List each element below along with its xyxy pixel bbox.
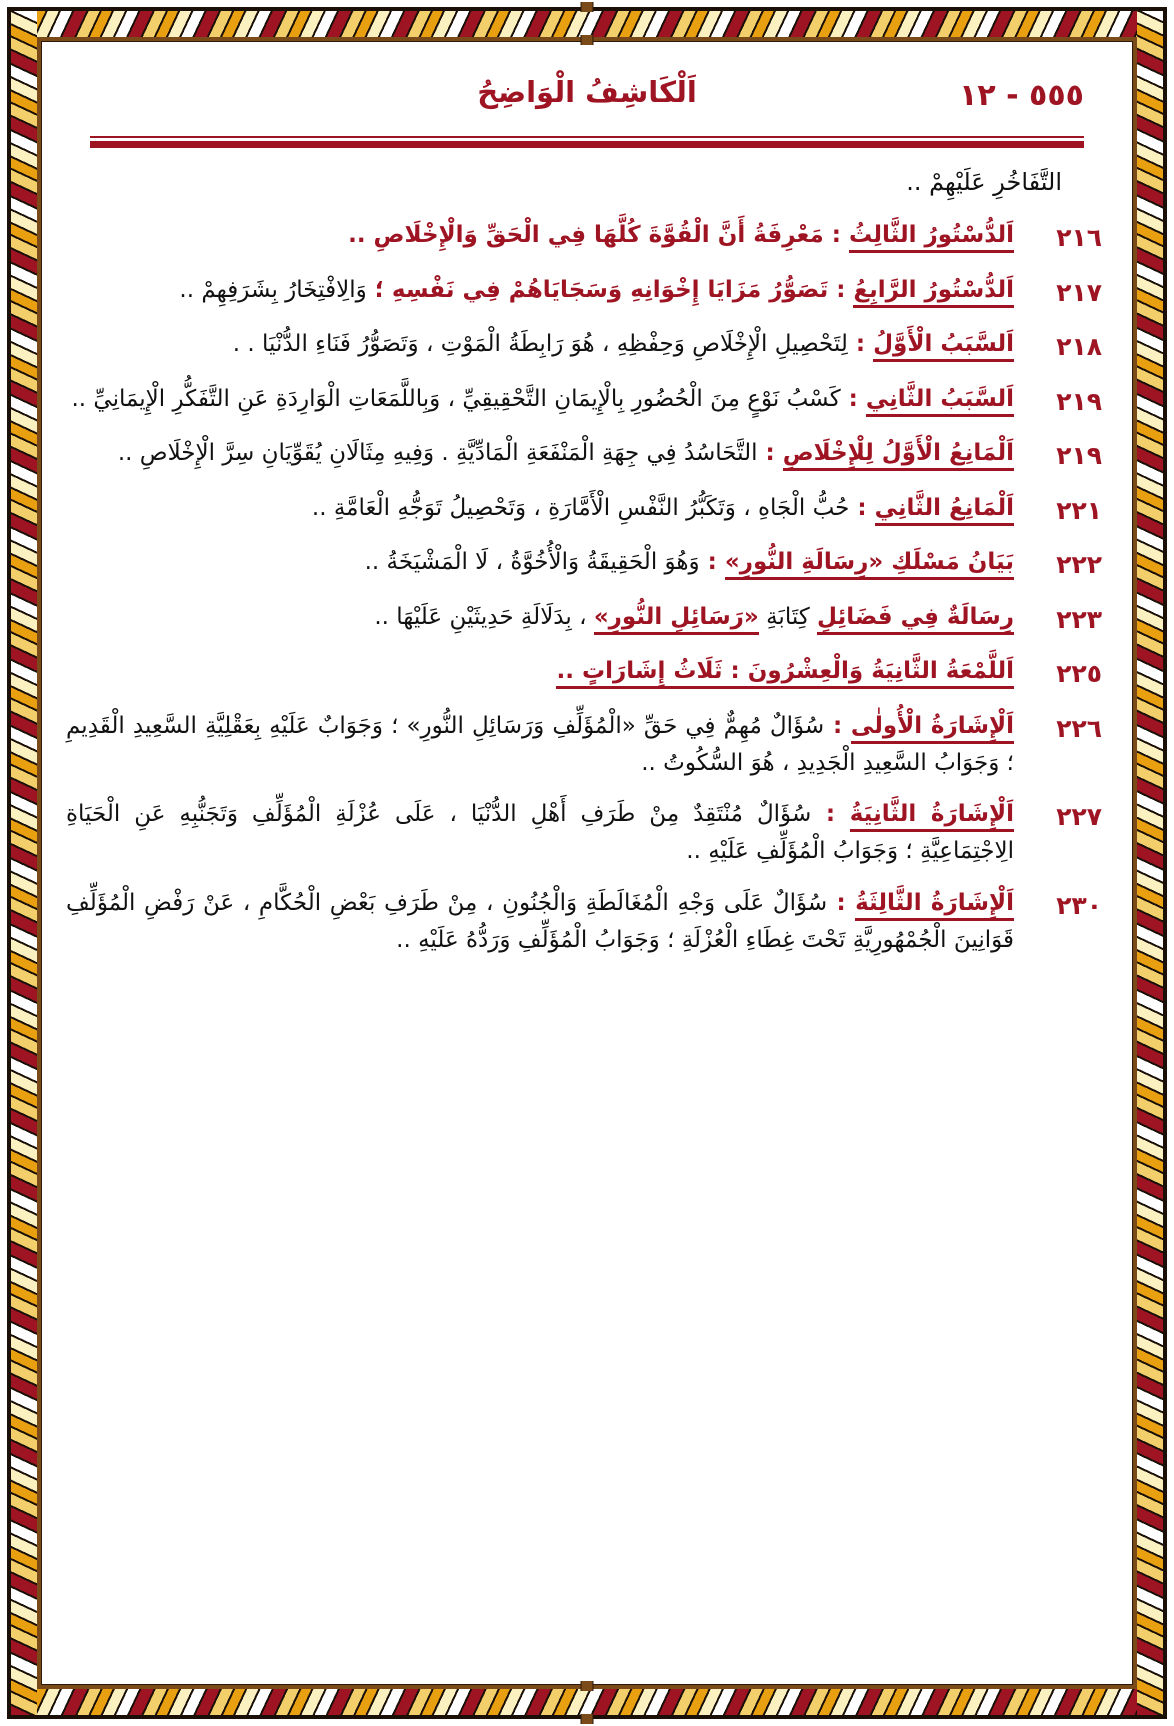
page-content: [48, 48, 1126, 1678]
entry-heading: اَلسَّبَبُ الثَّانِي: [866, 386, 1014, 417]
entry-colon: :: [847, 331, 874, 358]
entry-colon: :: [840, 385, 866, 412]
entry-heading: اَلْمَانِعُ الْأَوَّلُ لِلْإِخْلَاصِ: [783, 440, 1014, 471]
border-tab-top-outer: [581, 2, 594, 12]
border-tab-top-inner: [581, 35, 594, 45]
entry-page-number: ٢٢٣: [1056, 604, 1102, 634]
entry-red-mid: «رَسَائِلِ النُّورِ»: [594, 604, 759, 635]
entry-colon: :: [699, 549, 725, 576]
toc-entry[interactable]: [66, 326, 1102, 367]
border-tab-bottom-outer: [581, 1714, 594, 1724]
entry-red-tail: مَعْرِفَةُ أَنَّ الْقُوَّةَ كُلَّهَا فِي الْحَقِّ وَالْإِخْلَاصِ ..: [348, 222, 824, 249]
entry-red-tail: تَصَوُّرُ مَزَايَا إِخْوَانِهِ وَسَجَايَاهُمْ فِي نَفْسِهِ ؛: [366, 276, 829, 303]
entry-page-number: ٢٢٦: [1056, 713, 1102, 743]
border-braid-top: [9, 9, 1165, 37]
page-number-range: ١٢ - ٥٥٥: [959, 78, 1084, 113]
entry-black-tail: وَالِافْتِخَارُ بِشَرَفِهِمْ ..: [179, 276, 367, 303]
entry-heading: بَيَانُ مَسْلَكِ «رِسَالَةِ النُّورِ»: [725, 549, 1014, 580]
entry-text: [66, 653, 1028, 690]
toc-entry[interactable]: [66, 272, 1102, 313]
entry-text: [66, 272, 1028, 309]
entry-page-number: ٢١٨: [1056, 332, 1102, 362]
entry-page-number: ٢١٩: [1056, 441, 1102, 471]
entry-text: [66, 490, 1028, 527]
entry-text: [66, 435, 1028, 472]
entry-page-number: ٢٢٧: [1056, 802, 1102, 832]
toc-entry[interactable]: [66, 381, 1102, 422]
entry-heading: اَلْإِشَارَةُ الثَّالِثَةُ: [855, 890, 1014, 921]
toc-entry[interactable]: [66, 435, 1102, 476]
entry-colon: :: [828, 276, 854, 303]
toc-entry[interactable]: [66, 490, 1102, 531]
entry-colon: :: [827, 889, 856, 916]
entry-heading: رِسَالَةٌ فِي فَضَائِلِ: [817, 604, 1014, 635]
border-braid-bottom: [9, 1689, 1165, 1717]
toc-entry[interactable]: [66, 544, 1102, 585]
entry-page-number: ٢١٦: [1056, 223, 1102, 253]
entry-black-tail: سُؤَالٌ عَلَى وَجْهِ الْمُغَالَطَةِ وَالْجُنُونِ ، مِنْ طَرَفِ بَعْضِ الْحُكَّامِ ، عَنْ رَفْضِ الْمُؤَلِّفِ قَوَانِينَ الْجُمْهُورِيَّةِ تَحْتَ غِطَاءِ الْعُزْلَةِ ؛ وَجَوَابُ الْمُؤَلِّفِ وَرَدُّهُ عَلَيْهِ ..: [66, 889, 1014, 953]
entry-black-tail: لِتَحْصِيلِ الْإِخْلَاصِ وَحِفْظِهِ ، هُوَ رَابِطَةُ الْمَوْتِ ، وَتَصَوُّرُ فَنَاءِ الدُّنْيَا . .: [232, 331, 848, 358]
toc-entry[interactable]: [66, 217, 1102, 258]
entry-text: [66, 708, 1028, 783]
entry-colon: :: [757, 440, 783, 467]
entry-colon: :: [824, 712, 851, 739]
entry-black-end: ، بِدَلَالَةِ حَدِيثَيْنِ عَلَيْهَا ..: [374, 603, 594, 630]
entry-black-tail: كَسْبُ نَوْعٍ مِنَ الْحُضُورِ بِالْإِيمَانِ التَّحْقِيقِيِّ ، وَبِاللَّمَعَاتِ الْوَارِدَةِ عَنِ التَّفَكُّرِ الْإِيمَانِيِّ ..: [71, 385, 841, 412]
toc-entry[interactable]: [66, 708, 1102, 783]
entry-colon: :: [849, 494, 875, 521]
entry-text: [66, 217, 1028, 254]
entry-text: [66, 885, 1028, 960]
entry-page-number: ٢٢١: [1056, 495, 1102, 525]
entry-page-number: ٢٢٥: [1056, 659, 1102, 689]
header-rule-thick: [90, 141, 1084, 148]
entry-page-number: ٢١٩: [1056, 386, 1102, 416]
entry-black-tail: سُؤَالٌ مُهِمٌّ فِي حَقِّ «الْمُؤَلِّفِ وَرَسَائِلِ النُّورِ» ؛ وَجَوَابٌ عَلَيْهِ بِعَقْلِيَّةِ السَّعِيدِ الْقَدِيمِ ؛ وَجَوَابُ السَّعِيدِ الْجَدِيدِ ، هُوَ السُّكُوتُ ..: [66, 712, 1014, 776]
toc-entry[interactable]: [66, 653, 1102, 694]
entry-colon: [810, 604, 817, 630]
continuation-line: التَّفَاخُرِ عَلَيْهِمْ ..: [906, 168, 1062, 196]
border-braid-left: [9, 9, 37, 1717]
entry-black-tail: حُبُّ الْجَاهِ ، وَتَكَبُّرُ النَّفْسِ الْأَمَّارَةِ ، وَتَحْصِيلُ تَوَجُّهِ الْعَامَّةِ ..: [311, 494, 850, 521]
toc-entry[interactable]: [66, 796, 1102, 871]
page-header: [68, 70, 1106, 148]
entry-page-number: ٢٣٠: [1056, 890, 1102, 920]
entry-heading: اَلدُّسْتُورُ الثَّالِثُ: [849, 222, 1014, 253]
entry-page-number: ٢١٧: [1056, 277, 1102, 307]
entry-heading: اَلْإِشَارَةُ الثَّانِيَةُ: [850, 801, 1014, 832]
entry-colon: :: [811, 801, 850, 828]
entry-heading: اَلسَّبَبُ الْأَوَّلُ: [873, 331, 1014, 362]
header-divider: [90, 136, 1084, 148]
entry-text: [66, 796, 1028, 871]
entry-text: [66, 326, 1028, 363]
entry-black-tail: وَهُوَ الْحَقِيقَةُ وَالْأُخُوَّةُ ، لَا الْمَشْيَخَةُ ..: [364, 549, 700, 576]
book-title: اَلْكَاشِفُ الْوَاضِحُ: [477, 75, 697, 109]
entry-heading: اَلدُّسْتُورُ الرَّابِعُ: [853, 277, 1014, 308]
entry-heading: اَلْإِشَارَةُ الْأُولٰى: [851, 713, 1014, 744]
entry-black-tail: التَّحَاسُدُ فِي جِهَةِ الْمَنْفَعَةِ الْمَادِّيَّةِ . وَفِيهِ مِثَالَانِ يُقَوِّيَانِ سِرَّ الْإِخْلَاصِ ..: [117, 440, 758, 467]
border-tab-bottom-inner: [581, 1681, 594, 1691]
border-braid-right: [1137, 9, 1165, 1717]
entry-black-mid: كِتَابَةِ: [758, 603, 810, 630]
entry-black-tail: سُؤَالٌ مُنْتَقِدٌ مِنْ طَرَفِ أَهْلِ الدُّنْيَا ، عَلَى عُزْلَةِ الْمُؤَلِّفِ وَتَجَنُّبِهِ عَنِ الْحَيَاةِ الِاجْتِمَاعِيَّةِ ؛ وَجَوَابُ الْمُؤَلِّفِ عَلَيْهِ ..: [66, 801, 1014, 865]
table-of-contents: [66, 164, 1102, 959]
toc-entry[interactable]: [66, 885, 1102, 960]
entry-heading: اَللَّمْعَةُ الثَّانِيَةُ وَالْعِشْرُونَ : ثَلَاثُ إِشَارَاتٍ ..: [556, 658, 1014, 689]
entry-page-number: ٢٢٢: [1056, 550, 1102, 580]
entry-text: [66, 544, 1028, 581]
entry-colon: :: [823, 222, 849, 249]
entry-text: [66, 381, 1028, 418]
toc-entry[interactable]: [66, 599, 1102, 640]
entry-text: [66, 599, 1028, 636]
entry-heading: اَلْمَانِعُ الثَّانِي: [875, 495, 1014, 526]
